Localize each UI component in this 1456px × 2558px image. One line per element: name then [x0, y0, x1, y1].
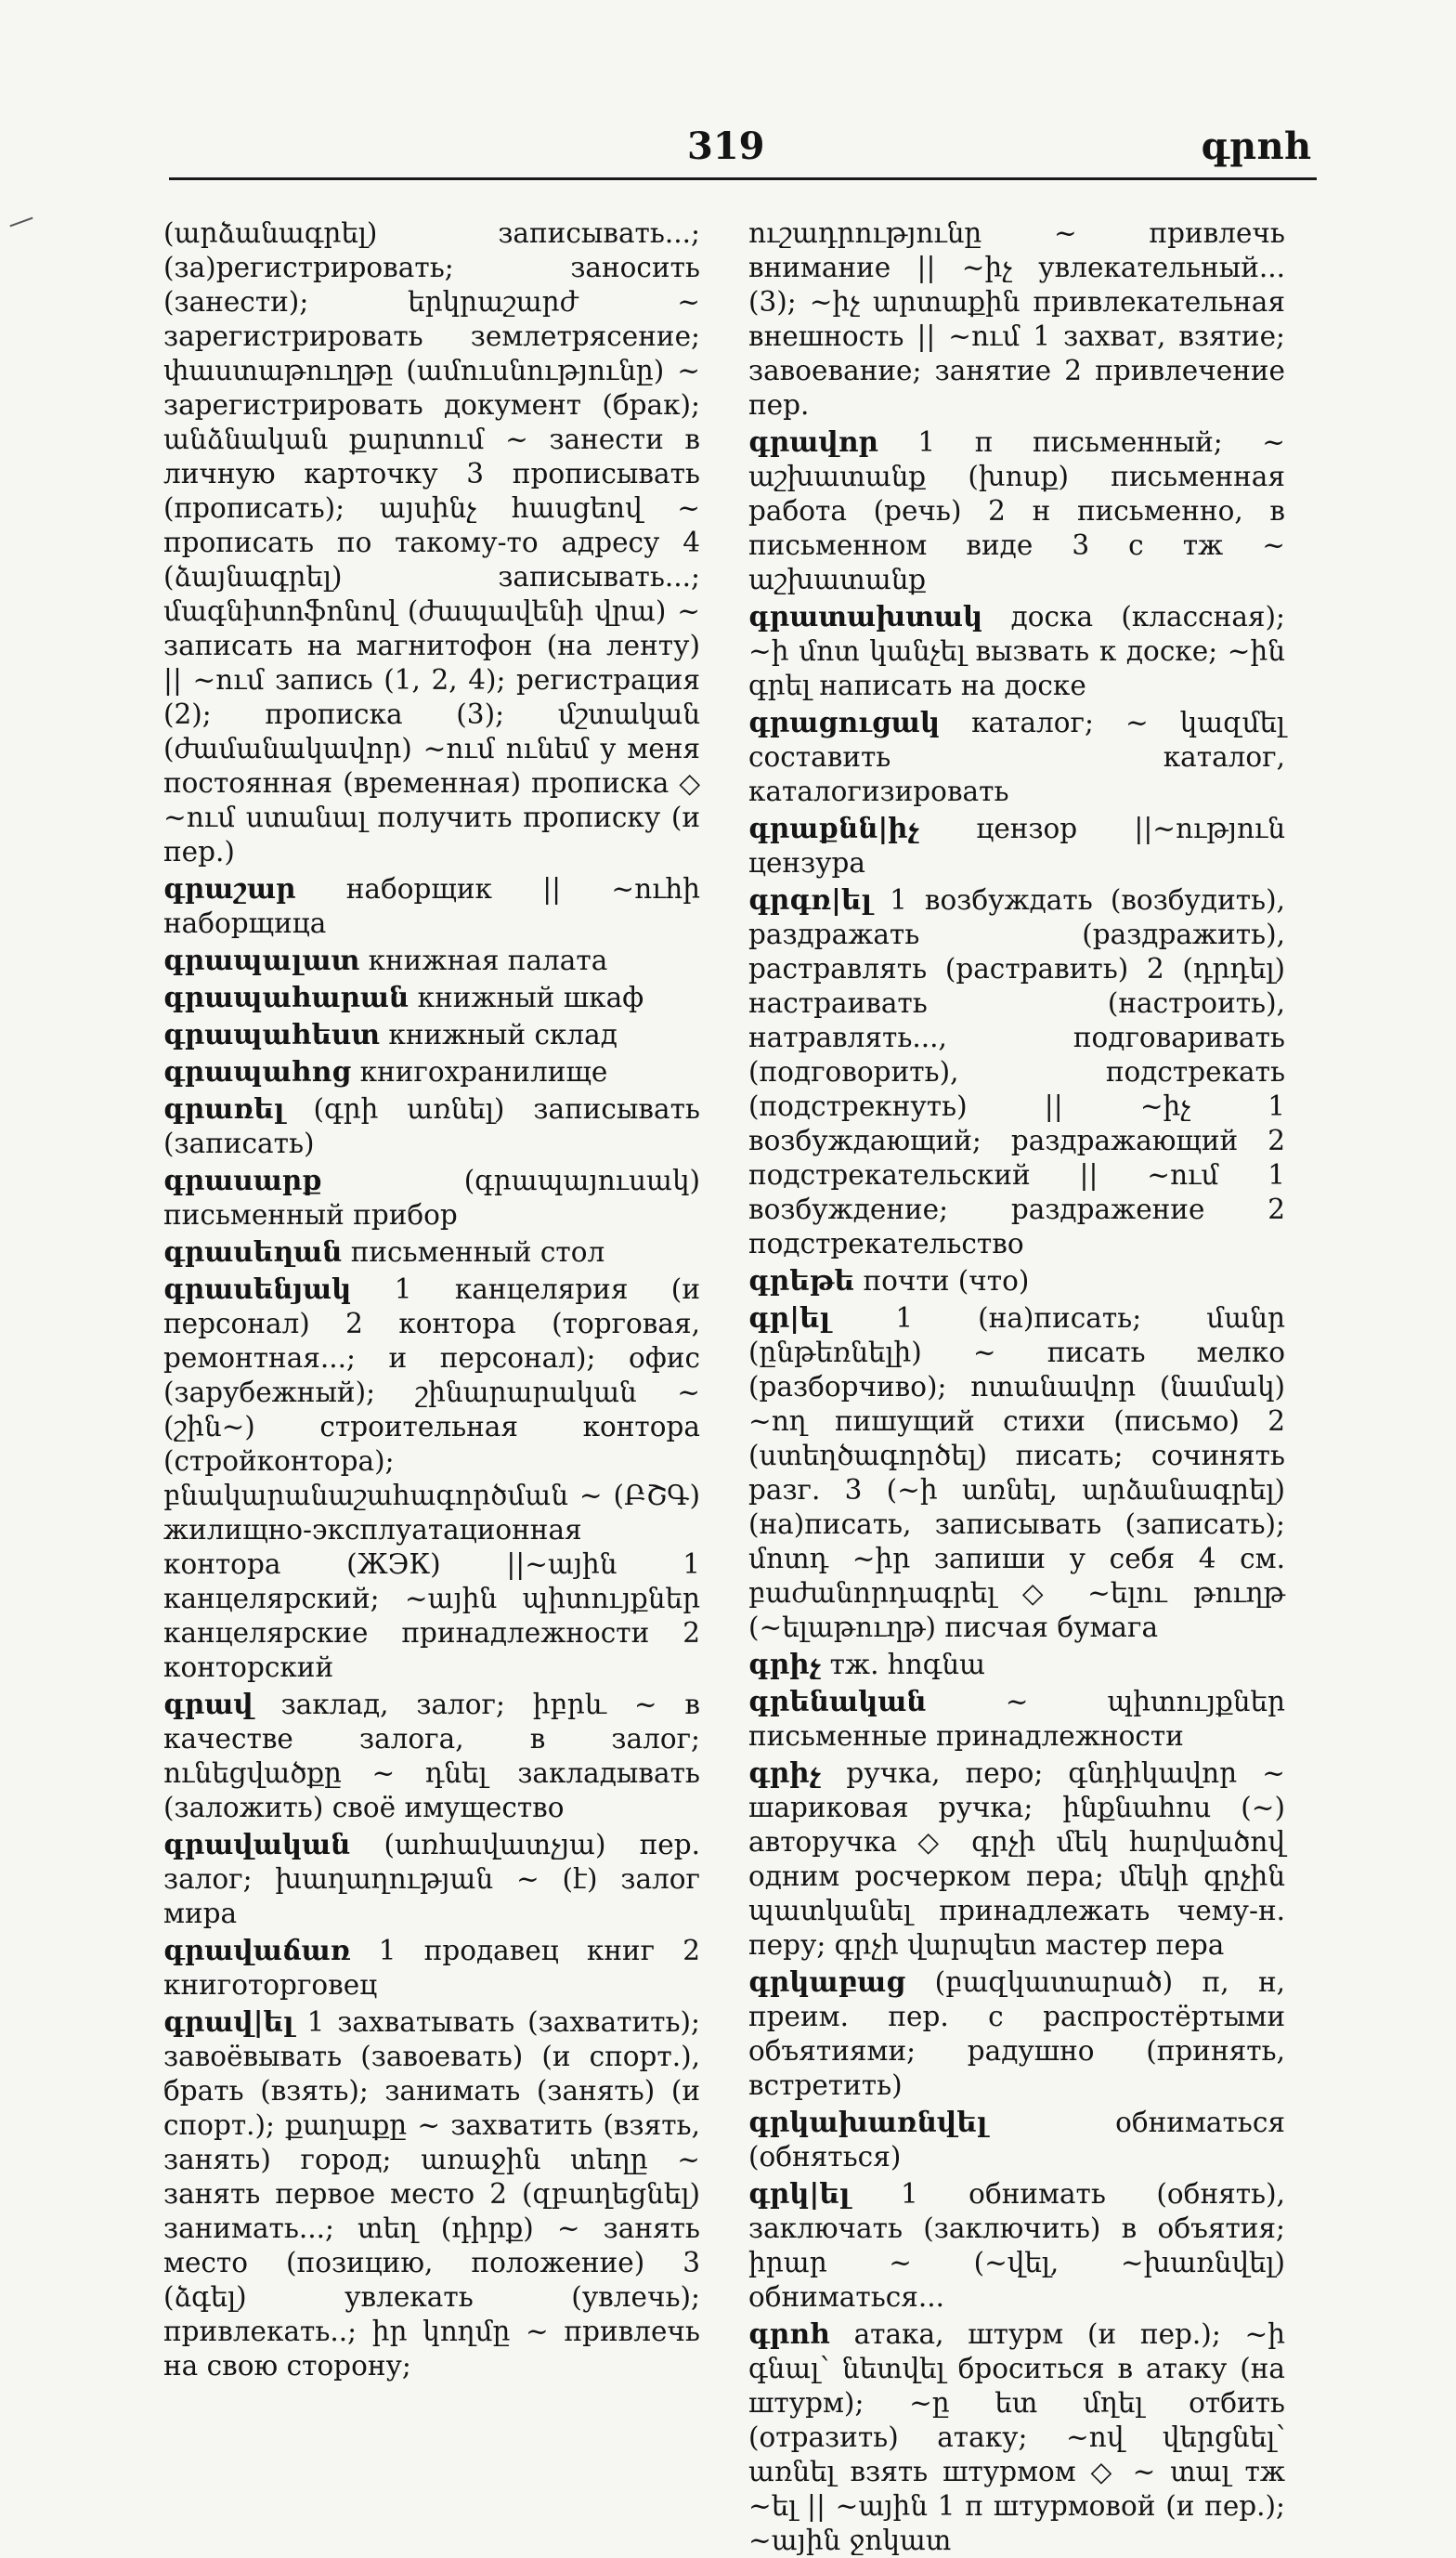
entry: գրիչ тж. հոգնա — [748, 1648, 985, 1680]
entry: գրապալատ книжная палата — [163, 944, 608, 976]
guide-word: գրոհ — [1200, 124, 1311, 168]
entry: գրավաճառ 1 продавец книг 2 книготорговец — [163, 1934, 700, 2001]
entry: գրավ|ել 1 захватывать (захватить); завоёвывать (завоевать) (и спорт.), брать (взять); занимать (занять) (и спорт.); քաղաքը ~ захватить (взять, занять) город; առաջին տեղը ~ занять первое место 2 (զբաղեցնել) занимать...; տեղ (դիրք) ~ занять место (позицию, положение) 3 (ձգել) увлекать (увлечь); привлекать..; իր կողմը ~ привлечь на свою сторону; — [163, 2005, 700, 2382]
entry: գրապահոց книгохранилище — [163, 1055, 608, 1088]
left-column — [163, 215, 700, 2382]
entry: գրաքնն|իչ цензор ||~ություն цензура — [748, 812, 1285, 879]
entry: (արձանագրել) записывать...; (за)регистрировать; заносить (занести); երկրաշարժ ~ зарегистрировать землетрясение; փաստաթուղթը (ամուսնությունը) ~ зарегистрировать документ (брак); անձնական քարտում ~ занести в личную карточку 3 прописывать (прописать); այսինչ հասցեով ~ прописать по такому-то адресу 4 (ձայնագրել) записывать...; մագնիտոֆոնով (ժապավենի վրա) ~ записать на магнитофон (на ленту) || ~ում запись (1, 2, 4); регистрация (2); прописка (3); մշտական (ժամանակավոր) ~ում ունեմ у меня постоянная (временная) прописка ◇ ~ում ստանալ получить прописку (и пер.) — [163, 217, 700, 868]
entry: գրոհ атака, штурм (и пер.); ~ի գնալ՝ նետվել броситься в атаку (на штурм); ~ը ետ մղել отбить (отразить) атаку; ~ով վերցնել՝ առնել взять штурмом ◇ ~ տալ тж ~ել || ~ային 1 п штурмовой (и пер.); ~ային ջոկատ — [748, 2317, 1285, 2556]
entry: ուշադրությունը ~ привлечь внимание || ~իչ увлекательный... (3); ~իչ արտաքին привлекательная внешность || ~ում 1 захват, взятие; завоевание; занятие 2 привлечение пер. — [748, 217, 1285, 421]
entry: գրեթե почти (что) — [748, 1264, 1030, 1297]
entry: գրիչ ручка, перо; գնդիկավոր ~ шариковая ручка; ինքնահոս (~) авторучка ◇ գրչի մեկ հարվածով одним росчерком пера; մեկի գրչին պատկանել принадлежать чему-н. перу; գրչի վարպետ мастер пера — [748, 1756, 1285, 1961]
entry: գրավական (առհավատչյա) пер. залог; խաղաղության ~ (է) залог мира — [163, 1828, 700, 1929]
margin-mark — [9, 217, 32, 228]
right-column — [748, 215, 1285, 2556]
entry: գրացուցակ каталог; ~ կազմել составить каталог, каталогизировать — [748, 706, 1285, 807]
entry: գրաշար наборщик || ~ուհի наборщица — [163, 872, 700, 939]
entry: գրառել (գրի առնել) записывать (записать) — [163, 1092, 700, 1159]
page-number: 319 — [687, 124, 765, 168]
entry: գրգռ|ել 1 возбуждать (возбудить), раздражать (раздражить), растравлять (растравить) 2 (դրդել) настраивать (настроить), натравлять..., подговаривать (подговорить), подстрекать (подстрекнуть) || ~իչ 1 возбуждающий; раздражающий 2 подстрекательский || ~ում 1 возбуждение; раздражение 2 подстрекательство — [748, 883, 1285, 1259]
entry: գրասենյակ 1 канцелярия (и персонал) 2 контора (торговая, ремонтная...; и персонал); офис (зарубежный); շինարարական ~ (շին~) строительная контора (стройконтора); բնակարանաշահագործման ~ (ԲՇԳ) жилищно-эксплуатационная контора (ЖЭК) ||~ային 1 канцелярский; ~ային պիտույքներ канцелярские принадлежности 2 конторский — [163, 1272, 700, 1683]
page-header — [0, 0, 1456, 186]
entry: գրկ|ել 1 обнимать (обнять), заключать (заключить) в объятия; իրար ~ (~վել, ~խառնվել) обниматься... — [748, 2177, 1285, 2313]
entry: գր|ել 1 (на)писать; մանր (ընթեռնելի) ~ писать мелко (разборчиво); ոտանավոր (նամակ) ~ող пишущий стихи (письмо) 2 (ստեղծագործել) писать; сочинять разг. 3 (~ի առնել, արձանագրել) (на)писать, записывать (записать); մոտդ ~իր запиши у себя 4 см. բաժանորդագրել ◇ ~ելու թուղթ (~ելաթուղթ) писчая бумага — [748, 1301, 1285, 1643]
entry: գրավոր 1 п письменный; ~ աշխատանք (խոսք) письменная работа (речь) 2 н письменно, в письменном виде 3 с тж ~ աշխատանք — [748, 425, 1285, 595]
header-rule — [169, 177, 1317, 180]
entry: գրասեղան письменный стол — [163, 1235, 605, 1268]
entry: գրկախառնվել обниматься (обняться) — [748, 2106, 1285, 2173]
entry: գրապահեստ книжный склад — [163, 1018, 618, 1051]
entry: գրկաբաց (բազկատարած) п, н, преим. пер. с распростёртыми объятиями; радушно (принять, встретить) — [748, 1965, 1285, 2101]
entry: գրասարք (գրապայուսակ) письменный прибор — [163, 1164, 700, 1231]
entry: գրենական ~ պիտույքներ письменные принадлежности — [748, 1685, 1285, 1752]
entry: գրապահարան книжный шкаф — [163, 981, 644, 1013]
entry: գրատախտակ доска (классная); ~ի մոտ կանչել вызвать к доске; ~ին գրել написать на доске — [748, 600, 1285, 701]
entry: գրավ заклад, залог; իբրև ~ в качестве залога, в залог; ունեցվածքը ~ դնել закладывать (заложить) своё имущество — [163, 1688, 700, 1823]
